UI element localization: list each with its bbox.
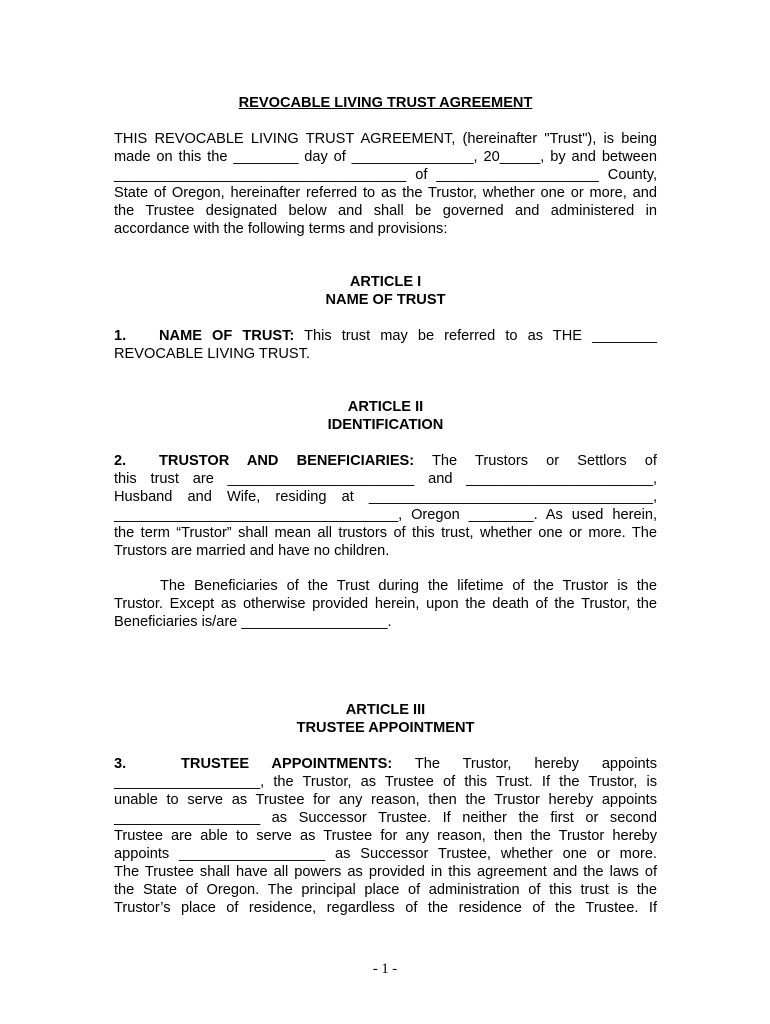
- section-number: 2.: [114, 453, 127, 469]
- beneficiaries-text: The Beneficiaries of the Trust during the lifetime of the Trustor is the: [160, 578, 657, 594]
- article-3-line: The Trustee shall have all powers as provided in this agreement and the laws of: [114, 864, 657, 880]
- section-number: 3.: [114, 756, 127, 772]
- article-3-line: Trustor’s place of residence, regardless of the residence of the Trustee. If: [114, 900, 657, 916]
- section-label: NAME OF TRUST:: [159, 328, 295, 344]
- section-label: TRUSTEE APPOINTMENTS:: [181, 756, 393, 772]
- section-text: The Trustor, hereby appoints: [414, 756, 657, 772]
- beneficiaries-line: Beneficiaries is/are __________________.: [114, 614, 392, 630]
- intro-line: ____________________________________ of ____________________ County,: [114, 167, 657, 183]
- article-3-line: the State of Oregon. The principal place of administration of this trust is the: [114, 882, 657, 898]
- article-2-line: ___________________________________, Oregon ________. As used herein,: [114, 507, 657, 523]
- intro-line: State of Oregon, hereinafter referred to as the Trustor, whether one or more, and: [114, 185, 657, 201]
- section-number: 1.: [114, 328, 127, 344]
- article-2-heading: ARTICLE II: [347, 399, 424, 415]
- article-3-line: unable to serve as Trustee for any reason, then the Trustor hereby appoints: [114, 792, 657, 808]
- section-text: This trust may be referred to as THE ________: [304, 328, 657, 344]
- article-2-line: Trustors are married and have no children.: [114, 543, 390, 559]
- article-2-line: [114, 452, 657, 470]
- article-3-heading: ARTICLE III: [345, 702, 426, 718]
- intro-line: THIS REVOCABLE LIVING TRUST AGREEMENT, (hereinafter "Trust"), is being: [114, 131, 657, 147]
- intro-line: the Trustee designated below and shall be governed and administered in: [114, 203, 657, 219]
- intro-line: accordance with the following terms and provisions:: [114, 221, 448, 237]
- article-3-line: __________________ as Successor Trustee. If neither the first or second: [114, 810, 657, 826]
- article-2-line: Husband and Wife, residing at ___________________________________,: [114, 489, 657, 505]
- section-label: TRUSTOR AND BENEFICIARIES:: [159, 453, 415, 469]
- article-1-line: REVOCABLE LIVING TRUST.: [114, 346, 310, 362]
- article-1-heading: ARTICLE I: [349, 274, 422, 290]
- beneficiaries-line: [114, 577, 657, 595]
- article-1-subheading: NAME OF TRUST: [325, 292, 446, 308]
- article-3-line: appoints __________________ as Successor Trustee, whether one or more.: [114, 846, 657, 862]
- article-2-line: this trust are _______________________ and _______________________,: [114, 471, 657, 487]
- page-number: - 1 -: [372, 961, 398, 977]
- article-1-line: [114, 327, 657, 345]
- section-text: The Trustors or Settlors of: [432, 453, 657, 469]
- article-3-line: [114, 755, 657, 773]
- article-3-line: __________________, the Trustor, as Trustee of this Trust. If the Trustor, is: [114, 774, 657, 790]
- article-2-line: the term “Trustor” shall mean all trustors of this trust, whether one or more. The: [114, 525, 657, 541]
- article-2-subheading: IDENTIFICATION: [327, 417, 444, 433]
- article-3-subheading: TRUSTEE APPOINTMENT: [296, 720, 475, 736]
- article-3-line: Trustee are able to serve as Trustee for any reason, then the Trustor hereby: [114, 828, 657, 844]
- document-title: REVOCABLE LIVING TRUST AGREEMENT: [238, 95, 533, 111]
- intro-line: made on this the ________ day of _______________, 20_____, by and between: [114, 149, 657, 165]
- beneficiaries-line: Trustor. Except as otherwise provided herein, upon the death of the Trustor, the: [114, 596, 657, 612]
